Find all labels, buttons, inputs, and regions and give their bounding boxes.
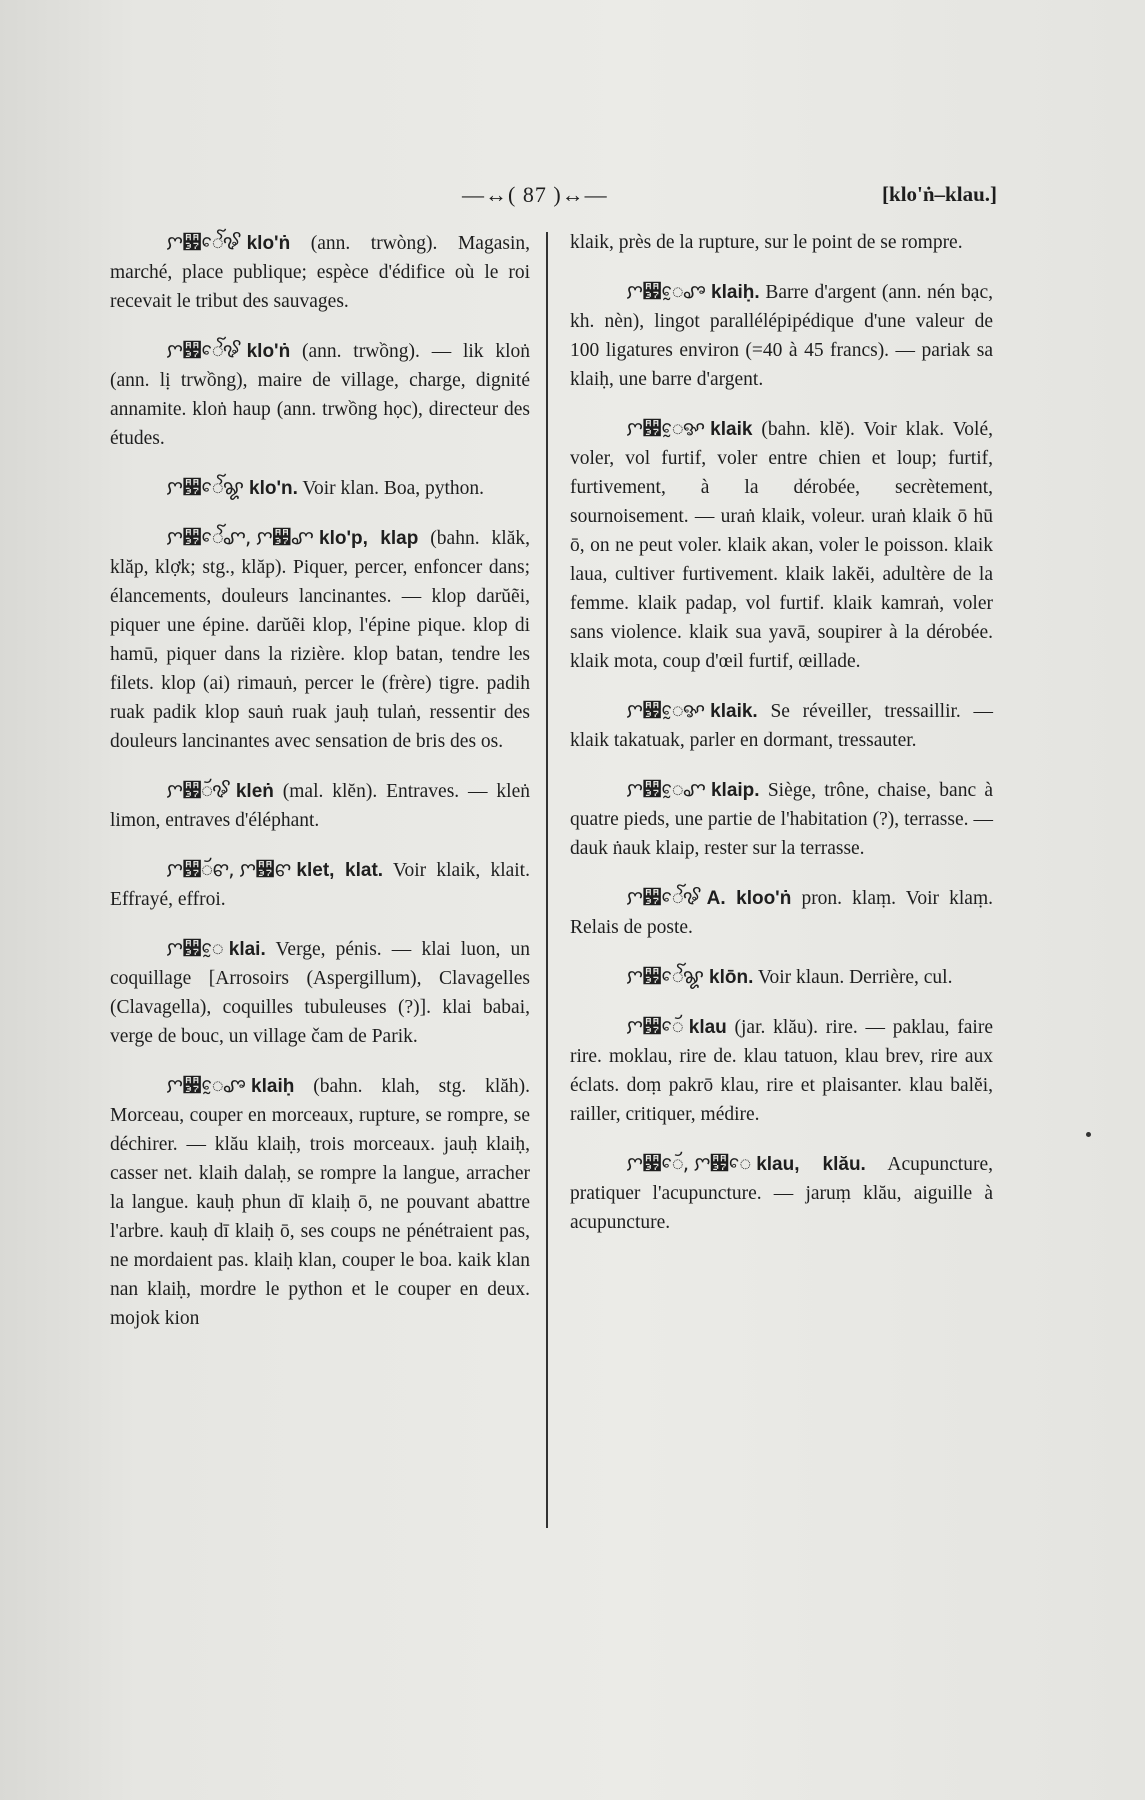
headword: klaik. [710, 701, 758, 722]
headword: klo'ṅ [246, 341, 291, 362]
headword: klau [688, 1017, 727, 1038]
cham-script: ꨆ꨷ꨰꨀ [626, 698, 705, 722]
headword: klai. [228, 939, 266, 960]
dictionary-entry [570, 775, 993, 863]
headword: klaik [710, 419, 753, 440]
dictionary-entry [570, 883, 993, 942]
headword: klet, klat. [296, 860, 384, 881]
column-divider [546, 232, 548, 1528]
entry-text: Siège, trône, chaise, banc à quatre pieds, une partie de l'habitation (?), terrasse. — dauk ṅauk klaip, rester sur la terrasse. [570, 780, 994, 859]
dictionary-entry [570, 277, 993, 394]
headword: klo'n. [249, 478, 298, 499]
dictionary-entry [570, 414, 993, 676]
headword: klōn. [709, 967, 754, 988]
cham-script: ꨆ꨷ꨰ [166, 936, 223, 960]
dictionary-entry [110, 336, 530, 453]
entry-text: Verge, pénis. — klai luon, un coquillage [Arrosoirs (Aspergillum), Clavagelles (Clavagella), coquilles tubuleuses (?)]. klai babai, verge de bouc, un village čam de Parik. [110, 939, 530, 1047]
entry-text: Se réveiller, tressaillir. — klaik takatuak, parler en dormant, tressauter. [570, 701, 993, 751]
entry-text: Voir klaik, klait. Effrayé, effroi. [110, 860, 530, 910]
cham-script: ꨆ꨷ꨰꨚ [626, 777, 705, 801]
dictionary-entry [110, 776, 530, 835]
entry-text: Acupuncture, pratiquer l'acupuncture. — jaruṃ klău, aiguille à acupuncture. [570, 1154, 993, 1233]
dictionary-entry [570, 1149, 993, 1237]
headword: klo'ṅ [246, 233, 291, 254]
entry-text: (bahn. klĕ). Voir klak. Volé, voler, vol furtif, voler entre chien et loup; furtif, furtivement, à la dérobée, secrètement, sournoisement. — uraṅ klaik, voleur. uraṅ klaik ō hū ō, on ne peut voler. klaik akan, voler le poisson. klaik laua, cultiver furtivement. klaik lakĕi, adultère de la femme. klaik padap, vol furtif. klaik kamraṅ, voler sans violence. klaik sua yavā, soupirer à la dérobée. klaik mota, coup d'œil furtif, œillade. [570, 419, 993, 672]
page-number: —↔( 87 )↔— [462, 182, 608, 207]
headword-range: [klo'ṅ–klau.] [882, 182, 997, 206]
dictionary-entry [110, 228, 530, 316]
cham-script: ꨆ꨷ꨯꨮ, ꨆ꨷ꨯ [626, 1151, 751, 1175]
page-header [0, 182, 1145, 222]
dictionary-entry [110, 934, 530, 1051]
cham-script: ꨆ꨷ꨯꨱꨃ [166, 230, 241, 254]
headword: klaip. [710, 780, 760, 801]
entry-text: (ann. trwồng). — lik kloṅ (ann. lị trwồng), maire de village, charge, dignité annamite. kloṅ haup (ann. trwồng học), directeur des études. [110, 341, 531, 449]
dictionary-entry [110, 473, 530, 503]
dictionary-entry [570, 962, 993, 992]
cham-script: ꨆ꨷ꨯꨱꨘ [626, 964, 704, 988]
ink-speck [1086, 1132, 1091, 1137]
entry-text: Voir klaun. Derrière, cul. [757, 967, 953, 988]
cham-script: ꨆ꨷ꨯꨱꨃ [626, 885, 701, 909]
dictionary-entry-continuation [570, 228, 993, 257]
entry-text: klaik, près de la rupture, sur le point de se rompre. [570, 232, 963, 253]
cham-script: ꨆ꨷ꨰꨀ [626, 416, 705, 440]
cham-script: ꨆ꨷ꨮꨓ, ꨆ꨷ꨓ [166, 857, 291, 881]
entry-text: (bahn. klah, stg. klăh). Morceau, couper en morceaux, rupture, se rompre, se déchirer. — klău klaiḥ, trois morceaux. jauḥ klaiḥ, casser net. klaih dalaḥ, se rompre la langue, arracher la langue. kauḥ phun dī klaiḥ ō, ne pouvant abattre l'arbre. kauḥ dī klaiḥ ō, ses coups ne pénétraient pas, ne mordaient pas. klaiḥ klan, couper le boa. kaik klan nan klaiḥ, mordre le python et le couper en deux. mojok kion [110, 1076, 531, 1329]
dictionary-entry [110, 1071, 530, 1333]
headword: klo'p, klap [319, 528, 419, 549]
dictionary-entry [110, 855, 530, 914]
headword: klau, klău. [756, 1154, 866, 1175]
entry-text: (jar. klău). rire. — paklau, faire rire. moklau, rire de. klau tatuon, klau brev, rire aux éclats. doṃ pakrō klau, rire et plaisanter. klau balĕi, railler, critiquer, médire. [570, 1017, 993, 1125]
cham-script: ꨆ꨷ꨰꨨ [626, 279, 706, 303]
right-column [570, 228, 993, 1257]
dictionary-entry [570, 1012, 993, 1129]
entry-text: pron. klaṃ. Voir klaṃ. Relais de poste. [570, 888, 994, 938]
headword: kleṅ [235, 781, 274, 802]
left-column [110, 228, 530, 1353]
cham-script: ꨆ꨷ꨯꨮ [626, 1014, 683, 1038]
cham-script: ꨆ꨷ꨯꨱꨃ [166, 338, 241, 362]
headword: klaiḥ. [711, 282, 760, 303]
cham-script: ꨆ꨷ꨯꨱꨘ [166, 475, 244, 499]
cham-script: ꨆ꨷ꨮꨃ [166, 778, 230, 802]
entry-text: (mal. klĕn). Entraves. — kleṅ limon, entraves d'éléphant. [110, 781, 530, 831]
headword: klaiḥ [251, 1076, 295, 1097]
dictionary-entry [110, 523, 530, 756]
entry-text: Voir klan. Boa, python. [302, 478, 485, 499]
dictionary-entry [570, 696, 993, 755]
headword: A. kloo'ṅ [706, 888, 792, 909]
entry-text: (ann. trwòng). Magasin, marché, place publique; espèce d'édifice où le roi recevait le tribut des sauvages. [110, 233, 530, 312]
entry-text: Barre d'argent (ann. nén bạc, kh. nèn), lingot parallélépipédique d'une valeur de 100 ligatures environ (=40 à 45 francs). — pariak sa klaiḥ, une barre d'argent. [570, 282, 993, 390]
cham-script: ꨆ꨷ꨯꨱꨚ, ꨆ꨷ꨚ [166, 525, 314, 549]
cham-script: ꨆ꨷ꨰꨨ [166, 1073, 246, 1097]
entry-text: (bahn. klăk, klăp, klợk; stg., klăp). Piquer, percer, enfoncer dans; élancements, douleurs lancinantes. — klop darŭẽi, piquer une épine. darŭẽi klop, l'épine pique. klop di hamū, piquer dans la rizière. klop batan, tendre les filets. klop (ai) rimauṅ, percer le (frère) tigre. padih ruak padik klop sauṅ ruak jauḥ tulaṅ, ressentir des douleurs lancinantes avec sensation de bris des os. [110, 528, 530, 752]
